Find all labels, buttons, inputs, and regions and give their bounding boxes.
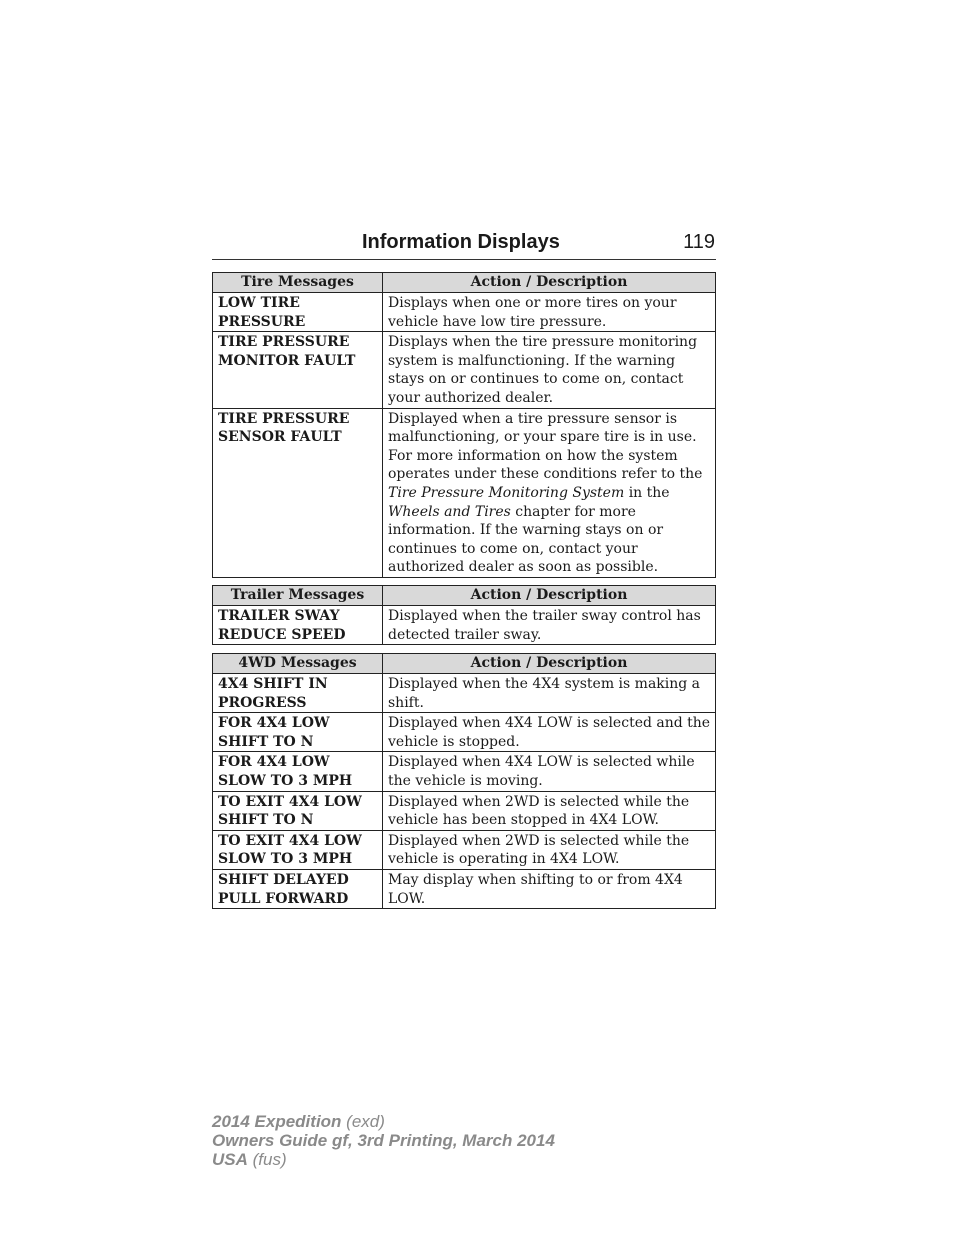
message-cell: TIRE PRESSURE SENSOR FAULT [213,408,383,577]
trailer-messages-table [212,585,716,645]
description-cell: Displays when one or more tires on your vehicle have low tire pressure. [383,293,716,332]
section-title: Information Displays [362,231,560,253]
table-row [213,606,716,645]
table-row [213,293,716,332]
column-header-messages: Tire Messages [213,273,383,293]
table-header-row [213,654,716,674]
description-cell: Displayed when 4X4 LOW is selected while the vehicle is moving. [383,752,716,791]
table-header-row [213,273,716,293]
chapter-reference: Wheels and Tires [388,503,511,520]
table-row [213,713,716,752]
page-header [212,228,716,260]
description-cell: May display when shifting to or from 4X4 LOW. [383,869,716,908]
footer-line-2 [212,1131,555,1150]
description-cell: Displayed when the trailer sway control has detected trailer sway. [383,606,716,645]
message-cell: TO EXIT 4X4 LOW SHIFT TO N [213,791,383,830]
table-header-row [213,586,716,606]
description-cell: Displayed when 2WD is selected while the vehicle has been stopped in 4X4 LOW. [383,791,716,830]
message-cell: TO EXIT 4X4 LOW SLOW TO 3 MPH [213,830,383,869]
footer-market-code: (fus) [252,1150,287,1169]
table-row [213,830,716,869]
description-cell: Displayed when 2WD is selected while the vehicle is operating in 4X4 LOW. [383,830,716,869]
description-cell: Displayed when 4X4 LOW is selected and the vehicle is stopped. [383,713,716,752]
page-number: 119 [683,231,715,253]
message-cell: 4X4 SHIFT IN PROGRESS [213,674,383,713]
column-header-description: Action / Description [383,586,716,606]
message-cell: TRAILER SWAY REDUCE SPEED [213,606,383,645]
description-text: in the [624,484,670,501]
column-header-description: Action / Description [383,654,716,674]
4wd-messages-table [212,653,716,909]
table-row [213,674,716,713]
footer-model-code: (exd) [346,1112,385,1131]
message-cell: TIRE PRESSURE MONITOR FAULT [213,332,383,408]
description-cell: Displayed when the 4X4 system is making a shift. [383,674,716,713]
table-row [213,791,716,830]
table-row [213,752,716,791]
footer-model: 2014 Expedition [212,1112,342,1131]
footer-guide: Owners Guide gf, 3rd Printing, March 2014 [212,1131,555,1150]
column-header-messages: Trailer Messages [213,586,383,606]
chapter-reference: Tire Pressure Monitoring System [388,484,625,501]
tire-messages-table [212,272,716,578]
footer-market: USA [212,1150,248,1169]
table-row [213,408,716,577]
message-cell: SHIFT DELAYED PULL FORWARD [213,869,383,908]
message-cell: LOW TIRE PRESSURE [213,293,383,332]
description-cell [383,408,716,577]
column-header-description: Action / Description [383,273,716,293]
description-text: chapter for more information. If the warning stays on or continues to come on, contact your authorized dealer as soon as possible. [388,503,664,576]
description-cell: Displays when the tire pressure monitoring system is malfunctioning. If the warning stays on or continues to come on, contact your authorized dealer. [383,332,716,408]
document-footer [212,1112,555,1169]
footer-line-3 [212,1150,555,1169]
table-row [213,332,716,408]
message-cell: FOR 4X4 LOW SHIFT TO N [213,713,383,752]
message-cell: FOR 4X4 LOW SLOW TO 3 MPH [213,752,383,791]
column-header-messages: 4WD Messages [213,654,383,674]
description-text: Displayed when a tire pressure sensor is malfunctioning, or your spare tire is in use. For more information on how the system operates under these conditions refer to the [388,410,703,483]
footer-line-1 [212,1112,555,1131]
table-row [213,869,716,908]
